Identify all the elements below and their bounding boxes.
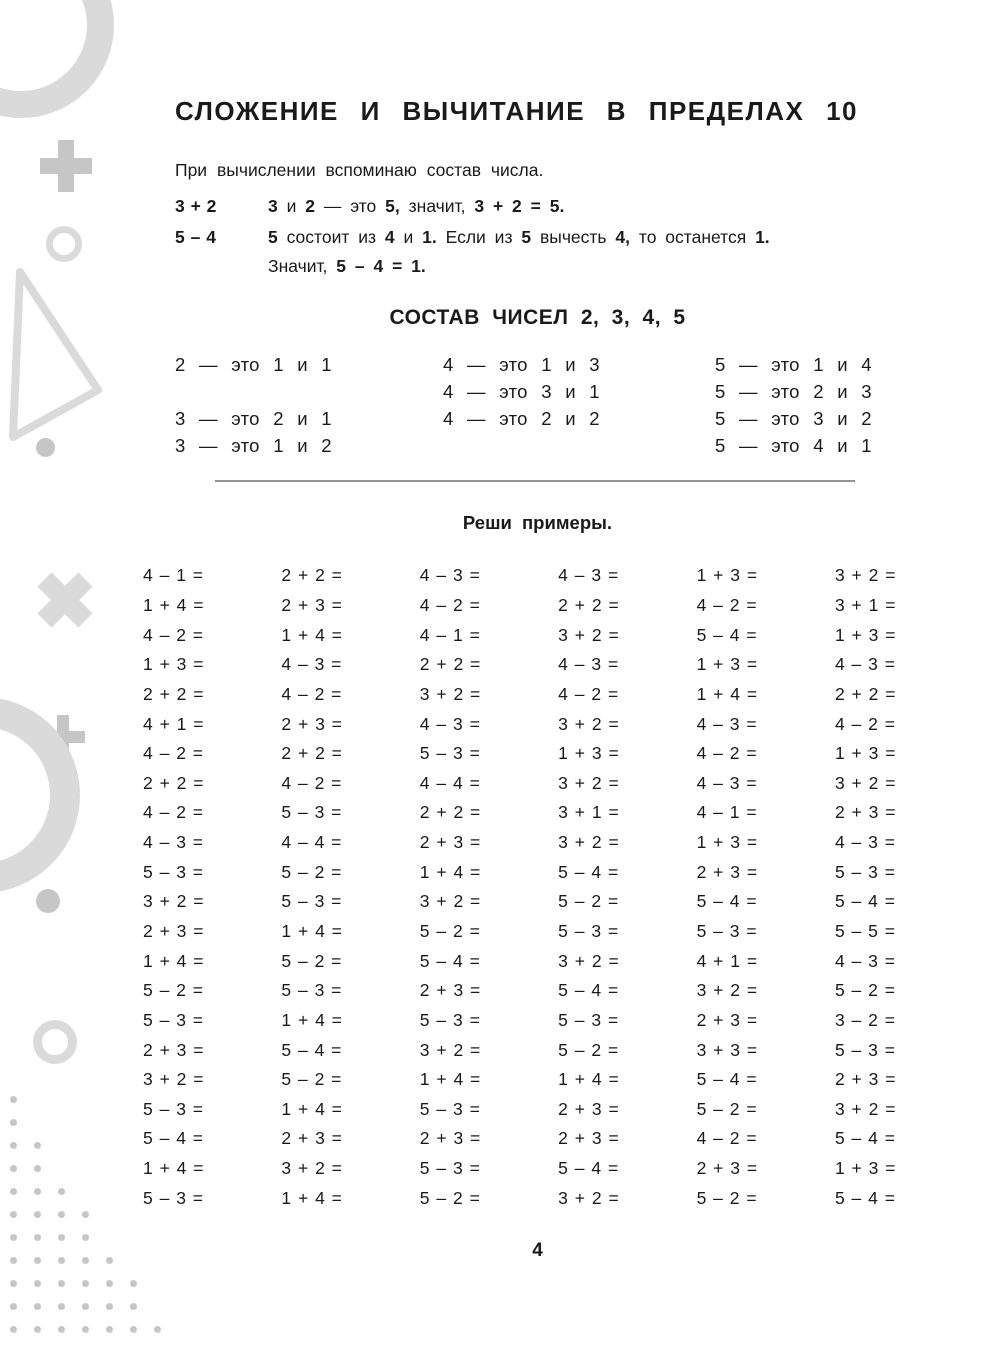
pattern-dot [82, 1280, 89, 1287]
exercise-problem: 3 + 2 = [558, 624, 619, 645]
exercise-problem: 4 – 2 = [143, 802, 204, 823]
exercise-problem: 3 + 2 = [558, 713, 619, 734]
exercise-problem: 5 – 4 = [696, 624, 757, 645]
pattern-dot [82, 1326, 89, 1333]
exercise-problem: 3 + 2 = [558, 772, 619, 793]
exercise-row [143, 1065, 905, 1095]
pattern-dot [106, 1257, 113, 1264]
bold-text: 3 + 2 = 5. [474, 196, 565, 216]
composition-entry: 5 — это 2 и 3 [715, 380, 872, 402]
exercise-problem: 3 + 2 = [143, 1069, 204, 1090]
composition-entry: 5 — это 1 и 4 [715, 353, 872, 375]
pattern-dot [34, 1257, 41, 1264]
pattern-dot [58, 1303, 65, 1310]
exercise-row [143, 739, 905, 769]
exercise-problem: 2 + 2 = [143, 683, 204, 704]
exercise-problem: 1 + 3 = [834, 1158, 896, 1179]
exercise-problem: 1 + 3 = [558, 743, 619, 764]
exercise-problem: 3 + 2 = [419, 683, 481, 704]
page-title: СЛОЖЕНИЕ И ВЫЧИТАНИЕ В ПРЕДЕЛАХ 10 [175, 96, 859, 126]
exercise-problem: 4 – 3 = [834, 832, 895, 853]
exercise-problem: 2 + 2 = [834, 683, 896, 704]
plain-text: вычесть [531, 227, 616, 247]
triangle-outline-icon [2, 260, 114, 446]
exercise-problem: 5 – 3 = [419, 1098, 480, 1119]
exercise-problem: 3 + 1 = [558, 802, 619, 823]
example-2-text-line-2 [268, 256, 426, 277]
exercise-problem: 5 – 3 = [419, 1158, 480, 1179]
exercise-problem: 2 + 3 = [281, 1128, 342, 1149]
exercise-problem: 4 – 2 = [143, 743, 204, 764]
exercise-problem: 5 – 2 = [558, 1039, 619, 1060]
exercise-problem: 2 + 3 = [834, 802, 896, 823]
pattern-dot [10, 1142, 17, 1149]
exercise-problem: 5 – 4 = [834, 1187, 895, 1208]
exercise-problem: 5 – 3 = [281, 891, 342, 912]
pattern-dot [10, 1326, 17, 1333]
exercise-problem: 1 + 4 = [281, 1009, 342, 1030]
exercise-problem: 5 – 3 = [281, 980, 342, 1001]
pattern-dot [58, 1326, 65, 1333]
exercise-problem: 3 + 2 = [143, 891, 204, 912]
exercise-problem: 4 – 2 = [696, 594, 757, 615]
intro-text: При вычислении вспоминаю состав числа. [175, 160, 544, 180]
bold-text: 4, [615, 227, 631, 247]
exercise-problem: 4 – 3 = [834, 654, 895, 675]
composition-row [175, 378, 900, 405]
exercise-problem: 1 + 4 = [281, 921, 342, 941]
exercise-problem: 3 + 2 = [558, 1187, 619, 1208]
section-divider [215, 480, 855, 482]
page-number: 4 [532, 1240, 543, 1261]
pattern-dot [34, 1142, 41, 1149]
circle-outline-icon [33, 1020, 77, 1064]
composition-row [175, 351, 900, 378]
pattern-dot [106, 1280, 113, 1287]
exercise-problem: 3 + 2 = [419, 1039, 481, 1060]
exercise-problem: 5 – 4 = [696, 891, 757, 912]
exercise-problem: 5 – 2 = [143, 980, 204, 1001]
plain-text: Значит, [268, 256, 337, 276]
exercise-problem: 1 + 3 = [834, 624, 896, 645]
pattern-dot [10, 1234, 17, 1241]
exercise-problem: 2 + 3 = [281, 713, 342, 734]
exercise-problem: 2 + 3 = [834, 1069, 896, 1090]
exercise-row [143, 768, 905, 798]
composition-row [175, 433, 900, 460]
exercise-problem: 1 + 3 = [834, 743, 896, 764]
exercise-row [143, 561, 905, 591]
exercise-problem: 1 + 4 = [281, 1187, 342, 1208]
exercise-problem: 5 – 3 = [558, 1009, 619, 1030]
exercise-problem: 1 + 4 = [419, 1069, 481, 1090]
exercise-problem: 3 + 2 = [558, 950, 619, 971]
exercise-problem: 5 – 2 = [696, 1187, 757, 1208]
pattern-dot [10, 1188, 17, 1195]
pattern-dot [34, 1211, 41, 1218]
exercise-problem: 5 – 2 = [281, 950, 342, 971]
exercise-problem: 5 – 2 = [558, 891, 619, 912]
exercise-problem: 5 – 3 = [143, 1009, 204, 1030]
exercise-problem: 5 – 4 = [696, 1069, 757, 1090]
exercise-row [143, 591, 905, 621]
composition-entry: 4 — это 2 и 2 [443, 407, 600, 429]
composition-entry: 5 — это 4 и 1 [715, 435, 872, 457]
exercise-problem: 1 + 4 = [696, 683, 758, 704]
exercise-problem: 4 – 2 = [696, 743, 757, 764]
exercise-problem: 5 – 2 = [281, 861, 342, 882]
pattern-dot [34, 1326, 41, 1333]
plain-text: состоит из [277, 227, 385, 247]
example-1-label: 3 + 2 [175, 196, 217, 216]
exercise-problem: 1 + 4 = [558, 1069, 619, 1090]
exercise-problem: 4 – 2 = [419, 594, 480, 615]
exercise-problem: 1 + 4 = [143, 950, 204, 971]
pattern-dot [34, 1165, 41, 1172]
pattern-dot [58, 1211, 65, 1218]
exercise-problem: 5 – 3 = [419, 743, 480, 764]
exercise-problem: 4 – 1 = [419, 624, 480, 645]
bold-text: 5, [385, 196, 400, 216]
exercises-heading: Реши примеры. [462, 512, 613, 533]
composition-entry: 4 — это 1 и 3 [443, 353, 600, 375]
pattern-dot [106, 1303, 113, 1310]
exercise-problem: 5 – 3 = [419, 1009, 480, 1030]
exercise-problem: 4 – 2 = [143, 624, 204, 645]
pattern-dot [82, 1303, 89, 1310]
exercise-problem: 2 + 3 = [281, 594, 342, 615]
exercise-row [143, 828, 905, 858]
exercise-problem: 5 – 4 = [281, 1039, 342, 1060]
exercise-problem: 5 – 4 = [834, 1128, 895, 1149]
exercise-problem: 5 – 4 = [558, 1158, 619, 1179]
exercise-problem: 1 + 4 = [419, 861, 481, 882]
plain-text: — это [314, 196, 386, 216]
exercise-problem: 1 + 4 = [143, 594, 204, 615]
plus-icon [40, 140, 92, 192]
exercise-problem: 2 + 3 = [419, 1128, 481, 1149]
plain-text: Если из [436, 227, 522, 247]
example-2-text-line-1 [268, 227, 770, 248]
exercise-row [143, 1095, 905, 1125]
pattern-dot [130, 1326, 137, 1333]
exercise-problem: 2 + 2 = [419, 654, 481, 675]
pattern-dot [10, 1280, 17, 1287]
exercise-problem: 4 – 3 = [419, 713, 480, 734]
plain-text: значит, [399, 196, 475, 216]
composition-entry: 4 — это 3 и 1 [443, 380, 600, 402]
composition-entry: 3 — это 2 и 1 [175, 407, 332, 429]
exercise-row [143, 1124, 905, 1154]
exercise-problem: 4 – 2 = [281, 772, 342, 793]
exercise-row [143, 887, 905, 917]
bold-text: 3 [268, 196, 278, 216]
exercise-problem: 4 – 3 = [834, 950, 895, 971]
exercise-row [143, 680, 905, 710]
bold-text: 1. [755, 227, 770, 247]
exercise-problem: 5 – 3 = [143, 1098, 204, 1119]
composition-row [175, 405, 900, 432]
exercise-problem: 2 + 3 = [419, 980, 481, 1001]
exercise-problem: 4 – 3 = [143, 832, 204, 853]
exercise-problem: 4 – 3 = [558, 565, 619, 586]
pattern-dot [10, 1257, 17, 1264]
exercise-problem: 2 + 3 = [558, 1098, 619, 1119]
exercise-problem: 3 + 3 = [696, 1039, 758, 1060]
exercise-problem: 4 – 2 = [281, 683, 342, 704]
exercise-problem: 2 + 2 = [143, 772, 204, 793]
exercise-problem: 2 + 3 = [558, 1128, 619, 1149]
pattern-dot [58, 1234, 65, 1241]
exercise-problem: 3 + 2 = [834, 772, 896, 793]
plain-text: то останется [630, 227, 756, 247]
exercise-problem: 5 – 4 = [834, 891, 895, 912]
exercise-problem: 5 – 2 = [281, 1069, 342, 1090]
exercise-problem: 1 + 4 = [281, 1098, 342, 1119]
pattern-dot [130, 1280, 137, 1287]
plain-text: и [277, 196, 306, 216]
exercise-problem: 1 + 3 = [696, 565, 758, 586]
exercise-problem: 3 + 2 = [558, 832, 619, 853]
composition-table [175, 351, 900, 460]
exercise-problem: 1 + 3 = [143, 654, 204, 675]
exercise-row [143, 917, 905, 947]
composition-heading: СОСТАВ ЧИСЕЛ 2, 3, 4, 5 [389, 306, 686, 329]
exercise-problem: 3 + 2 = [834, 1098, 896, 1119]
exercise-problem: 4 – 2 = [558, 683, 619, 704]
exercise-problem: 2 + 3 = [696, 1009, 758, 1030]
pattern-dot [10, 1119, 17, 1126]
exercise-problem: 2 + 3 = [143, 921, 204, 941]
exercise-problem: 4 – 4 = [419, 772, 480, 793]
exercise-row [143, 946, 905, 976]
example-1-text [268, 196, 564, 217]
exercise-problem: 4 + 1 = [696, 950, 758, 971]
exercise-problem: 5 – 3 = [834, 1039, 895, 1060]
bold-text: 5 – 4 = 1. [336, 256, 426, 276]
exercise-problem: 5 – 3 = [143, 1187, 204, 1208]
exercise-row [143, 976, 905, 1006]
ring-icon [0, 0, 114, 118]
pattern-dot [10, 1096, 17, 1103]
exercise-problem: 5 – 3 = [696, 921, 757, 941]
pattern-dot [58, 1257, 65, 1264]
exercise-row [143, 857, 905, 887]
exercise-problem: 4 – 1 = [696, 802, 757, 823]
pattern-dot [58, 1280, 65, 1287]
exercise-grid [143, 561, 905, 1213]
bold-text: 4 [384, 227, 395, 247]
exercise-problem: 5 – 3 = [143, 861, 204, 882]
exercise-problem: 4 – 1 = [143, 565, 204, 586]
pattern-dot [34, 1280, 41, 1287]
exercise-problem: 4 – 3 = [696, 772, 757, 793]
pattern-dot [154, 1326, 161, 1333]
exercise-problem: 2 + 2 = [281, 565, 342, 586]
exercise-problem: 5 – 3 = [558, 921, 619, 941]
exercise-problem: 3 – 2 = [834, 1009, 895, 1030]
exercise-problem: 5 – 5 = [834, 921, 895, 941]
circle-outline-icon [46, 226, 82, 262]
exercise-problem: 5 – 4 = [419, 950, 480, 971]
pattern-dot [10, 1211, 17, 1218]
exercise-problem: 5 – 2 = [419, 921, 480, 941]
pattern-dot [106, 1326, 113, 1333]
exercise-problem: 2 + 3 = [143, 1039, 204, 1060]
exercise-problem: 2 + 2 = [281, 743, 342, 764]
exercise-problem: 2 + 3 = [696, 861, 758, 882]
exercise-problem: 2 + 2 = [558, 594, 619, 615]
bold-text: 5 [268, 227, 278, 247]
bold-text: 5 [521, 227, 532, 247]
dot-icon [36, 889, 60, 913]
pattern-dot [82, 1234, 89, 1241]
plus-bar [40, 158, 92, 174]
multiply-cross-icon [24, 559, 106, 641]
pattern-dot [82, 1257, 89, 1264]
exercise-problem: 2 + 3 = [419, 832, 481, 853]
pattern-dot [34, 1303, 41, 1310]
exercise-problem: 1 + 3 = [696, 832, 758, 853]
exercise-problem: 3 + 1 = [834, 594, 896, 615]
exercise-problem: 1 + 3 = [696, 654, 758, 675]
exercise-row [143, 709, 905, 739]
exercise-problem: 3 + 2 = [419, 891, 481, 912]
pattern-dot [130, 1303, 137, 1310]
exercise-problem: 3 + 2 = [834, 565, 896, 586]
exercise-row [143, 798, 905, 828]
exercise-problem: 4 – 3 = [696, 713, 757, 734]
exercise-problem: 4 – 3 = [558, 654, 619, 675]
exercise-problem: 4 – 4 = [281, 832, 342, 853]
plain-text: и [394, 227, 423, 247]
exercise-problem: 4 – 2 = [696, 1128, 757, 1149]
exercise-row [143, 1006, 905, 1036]
exercise-problem: 4 – 2 = [834, 713, 895, 734]
exercise-problem: 4 + 1 = [143, 713, 204, 734]
composition-entry: 5 — это 3 и 2 [715, 407, 872, 429]
exercise-problem: 5 – 2 = [696, 1098, 757, 1119]
composition-entry: 2 — это 1 и 1 [175, 353, 332, 375]
bold-text: 1. [422, 227, 437, 247]
pattern-dot [10, 1303, 17, 1310]
dot-icon [36, 438, 55, 457]
exercise-problem: 2 + 3 = [696, 1158, 758, 1179]
pattern-dot [34, 1188, 41, 1195]
composition-entry: 3 — это 1 и 2 [175, 435, 332, 457]
exercise-problem: 4 – 3 = [281, 654, 342, 675]
exercise-problem: 3 + 2 = [281, 1158, 342, 1179]
bold-text: 2 [305, 196, 315, 216]
exercise-row [143, 1183, 905, 1213]
pattern-dot [34, 1234, 41, 1241]
exercise-problem: 5 – 3 = [281, 802, 342, 823]
exercise-problem: 5 – 4 = [143, 1128, 204, 1149]
exercise-row [143, 650, 905, 680]
exercise-problem: 5 – 4 = [558, 980, 619, 1001]
exercise-problem: 5 – 2 = [834, 980, 895, 1001]
pattern-dot [82, 1211, 89, 1218]
exercise-problem: 3 + 2 = [696, 980, 758, 1001]
exercise-problem: 5 – 2 = [419, 1187, 480, 1208]
pattern-dot [58, 1188, 65, 1195]
exercise-row [143, 1035, 905, 1065]
exercise-problem: 2 + 2 = [419, 802, 481, 823]
exercise-problem: 1 + 4 = [143, 1158, 204, 1179]
exercise-row [143, 620, 905, 650]
example-2-label: 5 – 4 [175, 227, 216, 247]
pattern-dot [10, 1165, 17, 1172]
exercise-problem: 5 – 3 = [834, 861, 895, 882]
exercise-problem: 1 + 4 = [281, 624, 342, 645]
exercise-problem: 5 – 4 = [558, 861, 619, 882]
exercise-row [143, 1154, 905, 1184]
exercise-problem: 4 – 3 = [419, 565, 480, 586]
